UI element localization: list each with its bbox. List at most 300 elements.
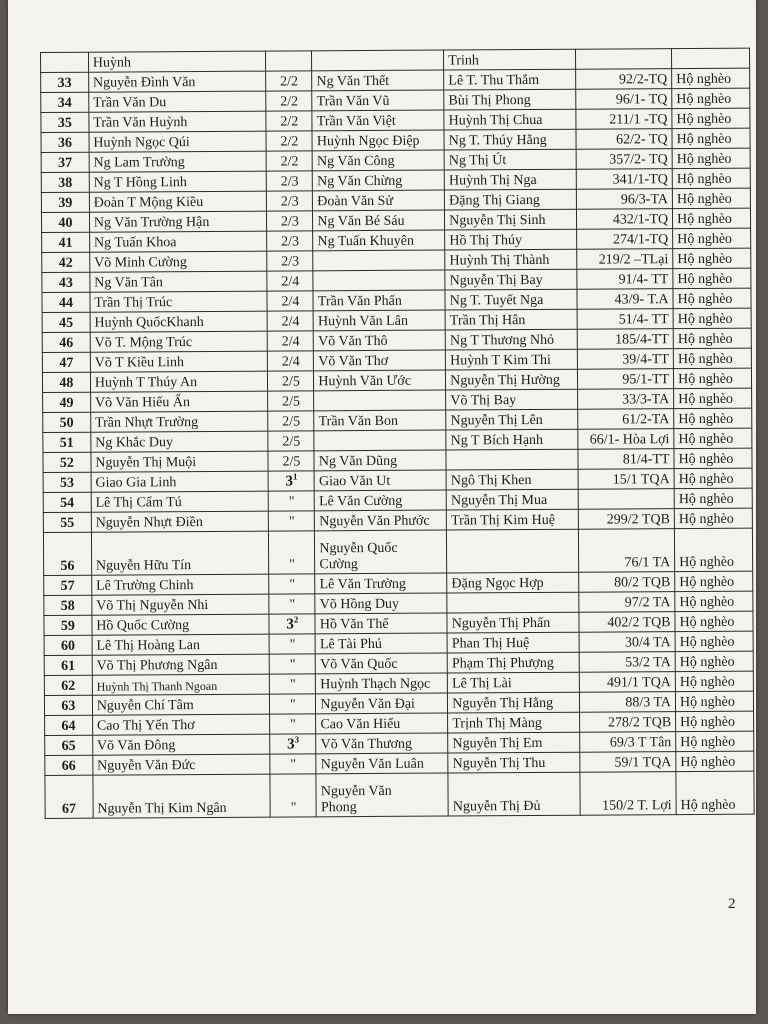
cell-status: Hộ nghèo <box>673 288 751 308</box>
cell-father <box>316 653 448 674</box>
father-name: Huỳnh Thạch Ngọc <box>320 676 431 693</box>
cell-father <box>316 753 448 774</box>
cell-no: 37 <box>41 152 89 172</box>
cell-name: Nguyễn Thị Muội <box>91 451 269 472</box>
cell-name: Võ Văn Hiếu Ấn <box>90 391 268 412</box>
cell-no: 51 <box>43 432 91 452</box>
cell-no: 66 <box>45 755 93 775</box>
cell-grade <box>268 411 314 431</box>
table-row <box>43 528 752 575</box>
father-name: Ng Văn Bé Sáu <box>317 213 405 230</box>
cell-address: 402/2 TQB <box>579 612 675 633</box>
cell-name: Huỳnh Thị Thanh Ngoan <box>92 674 270 695</box>
cell-grade <box>268 391 314 411</box>
cell-address: 491/1 TQA <box>579 672 675 693</box>
cell-name: Lê Thị Cẩm Tú <box>91 491 269 512</box>
cell-address: 92/2-TQ <box>576 69 672 90</box>
cell-mother: Nguyễn Thị Sinh <box>445 209 577 230</box>
cell-address: 76/1 TA <box>579 529 675 573</box>
grade-value: 2/5 <box>282 434 301 450</box>
cell-mother: Nguyễn Thị Lên <box>446 409 578 430</box>
grade-value: 2/3 <box>280 194 299 210</box>
cell-name: Huỳnh QuốcKhanh <box>90 311 268 332</box>
grade-value: 2/2 <box>280 154 299 170</box>
cell-no: 45 <box>42 312 90 332</box>
cell-name: Lê Trường Chinh <box>91 574 269 595</box>
cell-grade <box>268 331 314 351</box>
cell-status: Hộ nghèo <box>673 268 751 288</box>
cell-father <box>315 593 447 614</box>
grade-value: 2/4 <box>281 274 300 290</box>
grade-value: " <box>290 717 296 733</box>
cell-grade <box>267 231 313 251</box>
cell-no: 35 <box>41 112 89 132</box>
father-name-cont: Cường <box>319 557 358 573</box>
cell-mother <box>447 592 579 613</box>
grade-value: 2/4 <box>281 354 300 370</box>
cell-mother: Nguyễn Thị Thu <box>448 752 580 773</box>
cell-status: Hộ nghèo <box>672 108 750 128</box>
cell-grade <box>267 191 313 211</box>
cell-grade <box>270 734 316 754</box>
grade-value: " <box>289 577 296 593</box>
father-name: Lê Văn Trường <box>319 576 406 593</box>
cell-address: 66/1- Hòa Lợi <box>578 429 674 450</box>
cell-mother: Huỳnh Thị Chua <box>444 109 576 130</box>
cell-address: 95/1-TT <box>578 369 674 390</box>
cell-address: 69/3 T Tân <box>580 732 676 753</box>
cell-mother: Trần Thị Kim Huệ <box>447 509 579 530</box>
grade-value: " <box>290 757 297 773</box>
cell-grade <box>267 151 313 171</box>
cell-no: 44 <box>42 292 90 312</box>
cell-address: 211/1 -TQ <box>576 109 672 130</box>
grade-value: 2/4 <box>281 334 300 350</box>
cell-mother <box>447 529 579 573</box>
cell-no: 40 <box>41 212 89 232</box>
cell-address: 39/4-TT <box>577 349 673 370</box>
cell-grade <box>270 654 316 674</box>
cell-mother: Nguyễn Thị Em <box>448 732 580 753</box>
father-name: Võ Văn Thương <box>320 736 413 753</box>
cell-address <box>576 49 672 70</box>
cell-father <box>315 613 447 634</box>
grade-value: " <box>288 494 295 510</box>
cell-grade <box>269 531 315 574</box>
grade-value: 2/2 <box>280 74 299 90</box>
grade-value: 2/3 <box>281 234 300 250</box>
cell-mother: Ng Thị Út <box>444 149 576 170</box>
cell-status: Hộ nghèo <box>674 528 752 571</box>
cell-no: 62 <box>44 675 92 695</box>
grade-value: " <box>289 637 296 653</box>
father-name: Trần Văn Việt <box>316 113 396 130</box>
cell-mother: Trinh <box>444 49 576 70</box>
cell-status: Hộ nghèo <box>673 348 751 368</box>
father-name: Giao Văn Ut <box>318 473 391 490</box>
cell-father <box>316 713 448 734</box>
cell-mother: Ng T Bích Hạnh <box>446 429 578 450</box>
cell-name: Ng Tuấn Khoa <box>89 231 267 252</box>
cell-grade <box>269 491 315 511</box>
grade-value: 2/3 <box>280 174 299 190</box>
cell-father <box>316 773 448 817</box>
cell-father <box>315 490 447 511</box>
cell-father <box>314 330 446 351</box>
table-row <box>45 771 754 818</box>
cell-address: 341/1-TQ <box>576 169 672 190</box>
grade-section: 3 <box>294 734 300 745</box>
cell-father <box>313 170 445 191</box>
cell-grade <box>268 371 314 391</box>
cell-name: Ng Văn Trường Hận <box>89 211 267 232</box>
cell-father <box>315 633 447 654</box>
cell-grade <box>266 111 312 131</box>
cell-address: 432/1-TQ <box>577 209 673 230</box>
cell-name: Nguyễn Chí Tâm <box>92 694 270 715</box>
cell-address: 96/1- TQ <box>576 89 672 110</box>
cell-mother: Hồ Thị Thúy <box>445 229 577 250</box>
cell-address: 30/4 TA <box>579 632 675 653</box>
cell-no: 33 <box>41 72 89 92</box>
cell-mother: Phan Thị Huệ <box>447 632 579 653</box>
cell-name: Trần Văn Huỳnh <box>89 111 267 132</box>
cell-status: Hộ nghèo <box>673 208 751 228</box>
cell-address: 278/2 TQB <box>580 712 676 733</box>
cell-status: Hộ nghèo <box>674 488 752 508</box>
cell-grade <box>266 51 312 71</box>
cell-grade <box>266 71 312 91</box>
cell-name: Đoàn T Mộng Kiều <box>89 191 267 212</box>
cell-grade <box>266 131 312 151</box>
cell-father <box>316 733 448 754</box>
cell-mother: Nguyễn Thị Mua <box>446 489 578 510</box>
cell-father <box>315 573 447 594</box>
father-name: Trần Văn Bon <box>318 413 398 430</box>
cell-grade <box>268 451 314 471</box>
cell-grade <box>268 431 314 451</box>
cell-grade <box>267 251 313 271</box>
father-name: Võ Văn Thơ <box>318 353 389 370</box>
grade-section: 1 <box>292 471 298 482</box>
cell-father <box>312 110 444 131</box>
cell-mother: Trịnh Thị Màng <box>448 712 580 733</box>
cell-father <box>314 370 446 391</box>
cell-status: Hộ nghèo <box>675 571 753 591</box>
cell-mother: Ngô Thị Khen <box>446 469 578 490</box>
cell-grade <box>270 674 316 694</box>
grade-value: 2/4 <box>281 314 300 330</box>
cell-status: Hộ nghèo <box>673 328 751 348</box>
cell-no: 61 <box>44 655 92 675</box>
cell-no: 47 <box>42 352 90 372</box>
cell-status: Hộ nghèo <box>675 651 753 671</box>
cell-grade <box>268 311 314 331</box>
cell-name: Ng T Hồng Linh <box>89 171 267 192</box>
father-name: Huỳnh Văn Ước <box>318 373 412 390</box>
cell-mother: Nguyễn Thị Bay <box>445 269 577 290</box>
cell-mother: Ng T. Tuyết Nga <box>445 289 577 310</box>
grade-value: " <box>289 677 296 693</box>
cell-father <box>314 430 446 451</box>
grade-value: " <box>288 514 295 530</box>
cell-name: Võ Thị Phương Ngân <box>92 654 270 675</box>
cell-grade <box>270 774 316 817</box>
cell-father <box>314 410 446 431</box>
father-name: Nguyễn Văn Phước <box>319 513 430 530</box>
cell-status: Hộ nghèo <box>676 731 754 751</box>
cell-status: Hộ nghèo <box>675 691 753 711</box>
cell-status: Hộ nghèo <box>676 771 754 814</box>
cell-no: 36 <box>41 132 89 152</box>
cell-father <box>312 50 444 71</box>
cell-grade <box>269 511 315 531</box>
father-name: Nguyễn Văn <box>320 783 392 800</box>
cell-address: 33/3-TA <box>578 389 674 410</box>
father-name: Ng Văn Công <box>316 153 395 170</box>
cell-name: Giao Gia Linh <box>91 471 269 492</box>
cell-grade <box>267 211 313 231</box>
cell-grade <box>270 714 316 734</box>
cell-address: 61/2-TA <box>578 409 674 430</box>
cell-grade <box>266 91 312 111</box>
cell-grade <box>268 351 314 371</box>
cell-name: Ng Văn Tân <box>90 271 268 292</box>
cell-address: 88/3 TA <box>580 692 676 713</box>
cell-no: 49 <box>43 392 91 412</box>
cell-father <box>316 673 448 694</box>
cell-no: 59 <box>44 615 92 635</box>
grade-value: 2/2 <box>280 94 299 110</box>
cell-status: Hộ nghèo <box>672 128 750 148</box>
cell-father <box>313 310 445 331</box>
father-name: Lê Tài Phú <box>319 636 382 653</box>
cell-no: 39 <box>41 192 89 212</box>
cell-mother: Huỳnh T Kim Thi <box>446 349 578 370</box>
grade-value: " <box>289 597 296 613</box>
cell-address: 53/2 TA <box>579 652 675 673</box>
cell-status: Hộ nghèo <box>672 168 750 188</box>
cell-grade <box>267 171 313 191</box>
cell-no: 60 <box>44 635 92 655</box>
father-name: Đoàn Văn Sử <box>317 193 394 210</box>
cell-father <box>313 230 445 251</box>
cell-status: Hộ nghèo <box>673 368 751 388</box>
cell-no: 63 <box>44 695 92 715</box>
cell-address: 59/1 TQA <box>580 752 676 773</box>
cell-mother: Lê T. Thu Thắm <box>444 69 576 90</box>
father-name: Huỳnh Ngọc Điệp <box>316 133 420 150</box>
father-name-cont: Phong <box>320 800 357 816</box>
cell-name: Nguyễn Hữu Tín <box>91 531 269 575</box>
father-name: Hồ Văn Thế <box>319 616 389 633</box>
father-name: Trần Văn Phấn <box>317 293 402 310</box>
cell-father <box>312 150 444 171</box>
cell-status: Hộ nghèo <box>674 388 752 408</box>
grade-value: 2/4 <box>281 294 300 310</box>
cell-status <box>672 48 750 68</box>
cell-mother: Lê Thị Lài <box>448 672 580 693</box>
cell-father <box>314 470 446 491</box>
cell-no: 57 <box>44 575 92 595</box>
father-name: Võ Hồng Duy <box>319 596 400 613</box>
cell-name: Cao Thị Yến Thơ <box>92 714 270 735</box>
grade-value: " <box>289 557 295 573</box>
cell-address: 51/4- TT <box>577 309 673 330</box>
cell-name: Võ T Kiều Linh <box>90 351 268 372</box>
grade-value: 3 <box>286 616 294 633</box>
cell-no: 50 <box>43 412 91 432</box>
cell-name: Trần Nhựt Trường <box>90 411 268 432</box>
cell-no: 41 <box>42 232 90 252</box>
cell-name: Nguyễn Thị Kim Ngân <box>93 774 271 818</box>
cell-name: Huỳnh Ngọc Qúi <box>89 131 267 152</box>
cell-status: Hộ nghèo <box>673 248 751 268</box>
cell-grade <box>270 694 316 714</box>
cell-name: Nguyễn Đình Văn <box>88 71 266 92</box>
cell-address: 219/2 –TLại <box>577 249 673 270</box>
cell-grade <box>267 271 313 291</box>
cell-no: 65 <box>45 735 93 755</box>
cell-mother: Nguyễn Thị Hằng <box>448 692 580 713</box>
cell-address: 274/1-TQ <box>577 229 673 250</box>
cell-mother: Trần Thị Hân <box>445 309 577 330</box>
cell-mother: Ng T. Thúy Hằng <box>444 129 576 150</box>
grade-value: 2/3 <box>280 214 299 230</box>
cell-father <box>313 190 445 211</box>
cell-mother: Võ Thị Bay <box>446 389 578 410</box>
cell-father <box>314 390 446 411</box>
cell-father <box>315 510 447 531</box>
cell-status: Hộ nghèo <box>674 468 752 488</box>
cell-father <box>313 250 445 271</box>
cell-mother <box>446 449 578 470</box>
cell-name: Hồ Quốc Cường <box>92 614 270 635</box>
father-name: Võ Văn Thô <box>318 333 388 350</box>
grade-value: " <box>289 657 296 673</box>
cell-mother: Bùi Thị Phong <box>444 89 576 110</box>
cell-status: Hộ nghèo <box>674 428 752 448</box>
cell-mother: Phạm Thị Phượng <box>447 652 579 673</box>
cell-name: Nguyễn Nhựt Điền <box>91 511 269 532</box>
cell-address: 15/1 TQA <box>578 469 674 490</box>
cell-mother: Huỳnh Thị Nga <box>444 169 576 190</box>
cell-no <box>41 52 89 72</box>
cell-no: 64 <box>45 715 93 735</box>
cell-no: 67 <box>45 775 93 818</box>
cell-father <box>314 450 446 471</box>
father-name: Ng Tuấn Khuyên <box>317 233 415 250</box>
cell-status: Hộ nghèo <box>676 711 754 731</box>
cell-no: 56 <box>43 532 91 575</box>
cell-address: 299/2 TQB <box>578 509 674 530</box>
grade-value: " <box>290 800 297 816</box>
cell-address: 81/4-TT <box>578 449 674 470</box>
cell-no: 46 <box>42 332 90 352</box>
document-page <box>8 0 756 1014</box>
cell-name: Võ Minh Cường <box>90 251 268 272</box>
cell-father <box>312 90 444 111</box>
cell-father <box>314 350 446 371</box>
grade-value: 3 <box>287 736 295 753</box>
cell-status: Hộ nghèo <box>675 631 753 651</box>
cell-name: Trần Văn Du <box>89 91 267 112</box>
cell-name: Võ Văn Đông <box>92 734 270 755</box>
cell-address: 43/9- T.A <box>577 289 673 310</box>
cell-grade <box>269 614 315 634</box>
cell-no: 43 <box>42 272 90 292</box>
cell-father <box>316 693 448 714</box>
cell-father <box>315 530 447 574</box>
cell-address <box>578 489 674 510</box>
cell-mother: Đặng Thị Giang <box>445 189 577 210</box>
student-table <box>40 48 755 819</box>
cell-name: Huỳnh <box>88 51 266 72</box>
cell-name: Lê Thị Hoàng Lan <box>92 634 270 655</box>
father-name: Huỳnh Văn Lân <box>317 313 408 330</box>
cell-mother: Nguyễn Thị Phấn <box>447 612 579 633</box>
cell-no: 53 <box>43 472 91 492</box>
grade-value: 2/5 <box>281 374 300 390</box>
grade-value: 2/2 <box>280 114 299 130</box>
cell-status: Hộ nghèo <box>675 671 753 691</box>
cell-father <box>312 130 444 151</box>
cell-name: Ng Lam Trường <box>89 151 267 172</box>
cell-address: 357/2- TQ <box>576 149 672 170</box>
cell-father <box>313 290 445 311</box>
cell-address: 62/2- TQ <box>576 129 672 150</box>
table-body <box>41 48 755 818</box>
cell-status: Hộ nghèo <box>672 188 750 208</box>
cell-name: Huỳnh T Thúy An <box>90 371 268 392</box>
cell-father <box>313 270 445 291</box>
cell-no: 48 <box>42 372 90 392</box>
cell-father <box>313 210 445 231</box>
cell-status: Hộ nghèo <box>674 448 752 468</box>
cell-no: 52 <box>43 452 91 472</box>
cell-name: Nguyễn Văn Đức <box>93 754 271 775</box>
cell-grade <box>267 291 313 311</box>
father-name: Ng Văn Chừng <box>317 173 403 190</box>
cell-no: 54 <box>43 492 91 512</box>
cell-no: 34 <box>41 92 89 112</box>
father-name: Trần Văn Vũ <box>316 93 390 110</box>
cell-no: 55 <box>43 512 91 532</box>
father-name: Ng Văn Dũng <box>318 453 398 470</box>
grade-value: 2/3 <box>281 254 300 270</box>
father-name: Võ Văn Quốc <box>320 656 398 673</box>
grade-value: 2/5 <box>282 414 301 430</box>
grade-section: 2 <box>293 614 299 625</box>
cell-status: Hộ nghèo <box>676 751 754 771</box>
cell-address: 80/2 TQB <box>579 572 675 593</box>
cell-status: Hộ nghèo <box>673 308 751 328</box>
cell-mother: Huỳnh Thị Thành <box>445 249 577 270</box>
cell-address: 150/2 T. Lợi <box>580 772 676 816</box>
cell-grade <box>269 471 315 491</box>
father-name: Lê Văn Cường <box>319 493 403 510</box>
father-name: Ng Văn Thết <box>316 73 390 90</box>
cell-mother: Ng T Thương Nhỏ <box>445 329 577 350</box>
cell-name: Trần Thị Trúc <box>90 291 268 312</box>
cell-no: 58 <box>44 595 92 615</box>
cell-status: Hộ nghèo <box>672 68 750 88</box>
grade-value: 2/5 <box>282 394 301 410</box>
cell-mother: Nguyễn Thị Đủ <box>448 772 580 816</box>
cell-status: Hộ nghèo <box>674 508 752 528</box>
cell-name: Võ Thị Nguyễn Nhi <box>92 594 270 615</box>
cell-grade <box>270 754 316 774</box>
